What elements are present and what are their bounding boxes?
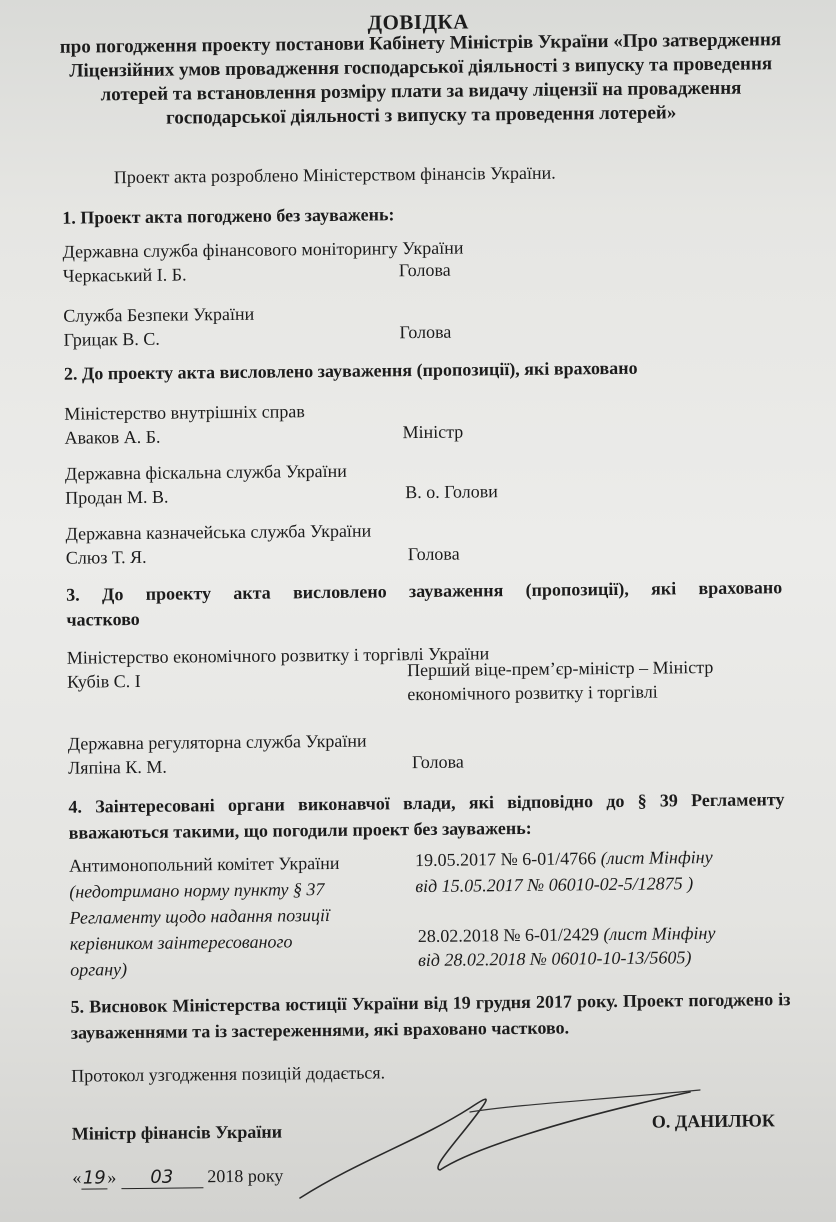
signature-role: Міністр фінансів України	[71, 1121, 283, 1144]
section2-position-2: В. о. Голови	[405, 481, 498, 503]
section1-position-2: Голова	[399, 321, 452, 343]
section1-org-1: Державна служба фінансового моніторингу України	[62, 237, 464, 262]
section4-letter1-number: 19.05.2017 № 6-01/4766	[414, 848, 597, 871]
section4-letter1-note-a: (лист Мінфіну	[600, 846, 713, 869]
section1-position-1: Голова	[398, 259, 451, 281]
section2-person-3: Слюз Т. Я.	[65, 546, 147, 568]
section4-org: Антимонопольний комітет України	[68, 852, 340, 876]
section2-org-2: Державна фіскальна служба України	[64, 460, 347, 484]
section5-text: 5. Висновок Міністерства юстиції України від 19 грудня 2017 року. Проект погоджено із зауваженнями та із застереженнями, які враховано частково.	[70, 989, 791, 1043]
section1-person-1: Черкаський І. Б.	[62, 264, 187, 286]
signature-date	[72, 1165, 283, 1189]
section1-heading: 1. Проект акта погоджено без зауважень:	[62, 204, 395, 228]
document-subtitle: про погодження проекту постанови Кабінету Міністрів України «Про затвердження Ліцензійних умов провадження господарської діяльності з випуску та проведення лотерей та встановлення розміру плати за видачу ліцензії на провадження господарської діяльності з випуску та проведення лотерей»	[59, 29, 782, 129]
date-month: 03	[121, 1166, 203, 1189]
date-open-quote: «	[72, 1167, 82, 1188]
date-close-quote: »	[107, 1167, 117, 1188]
section2-position-1: Міністр	[402, 421, 464, 443]
section3-person-2: Ляпіна К. М.	[67, 756, 167, 778]
date-day: 19	[82, 1167, 106, 1189]
section2-org-3: Державна казначейська служба України	[65, 520, 372, 544]
section1-org-2: Служба Безпеки України	[63, 303, 255, 326]
section3-org-2: Державна регуляторна служба України	[67, 730, 367, 754]
section4-note-2: Регламенту щодо надання позиції	[69, 904, 331, 928]
section4-letter2-note-a: (лист Мінфіну	[603, 922, 716, 945]
section2-org-1: Міністерство внутрішніх справ	[64, 401, 305, 424]
section3-org-1: Міністерство економічного розвитку і торгівлі України	[66, 643, 490, 668]
section4-note-1: (недотримано норму пункту § 37	[69, 879, 325, 902]
section2-person-1: Аваков А. Б.	[64, 426, 161, 448]
section2-heading: 2. До проекту акта висловлено зауваження (пропозиції), які враховано	[63, 357, 638, 384]
section3-person-1: Кубів С. І	[67, 670, 141, 692]
section3-position-1b: економічного розвитку і торгівлі	[407, 681, 658, 705]
section4-note-3: керівником заінтересованого	[69, 931, 293, 954]
section4-letter2-number: 28.02.2018 № 6-01/2429	[417, 924, 600, 947]
section4-letter1-note-b: від 15.05.2017 № 06010-02-5/12875 )	[415, 873, 694, 897]
section1-person-2: Грицак В. С.	[63, 328, 160, 350]
section3-position-1a: Перший віце-прем’єр-міністр – Міністр	[406, 656, 714, 681]
section3-position-2: Голова	[411, 751, 464, 773]
section4-letter1	[415, 847, 713, 871]
section2-position-3: Голова	[407, 543, 460, 565]
section4-note-4: органу)	[70, 959, 128, 980]
section4-letter2-note-b: від 28.02.2018 № 06010-10-13/5605)	[417, 947, 692, 971]
section4-letter2	[418, 923, 716, 947]
date-year: 2018 року	[207, 1165, 284, 1187]
section2-person-2: Продан М. В.	[65, 486, 169, 508]
section3-heading-line1: 3. До проекту акта висловлено зауваження (пропозиції), які враховано	[66, 577, 783, 605]
signature-name: О. ДАНИЛЮК	[651, 1110, 775, 1132]
section3-heading-line2: частково	[66, 608, 140, 630]
protocol-text: Протокол узгодження позицій додається.	[71, 1062, 386, 1086]
intro-text: Проект акта розроблено Міністерством фінансів України.	[113, 162, 556, 188]
section4-heading: 4. Заінтересовані органи виконавчої влади, які відповідно до § 39 Регламенту вважаються такими, що погодили проект без зауважень:	[68, 789, 785, 843]
document-title: ДОВІДКА	[367, 9, 470, 35]
